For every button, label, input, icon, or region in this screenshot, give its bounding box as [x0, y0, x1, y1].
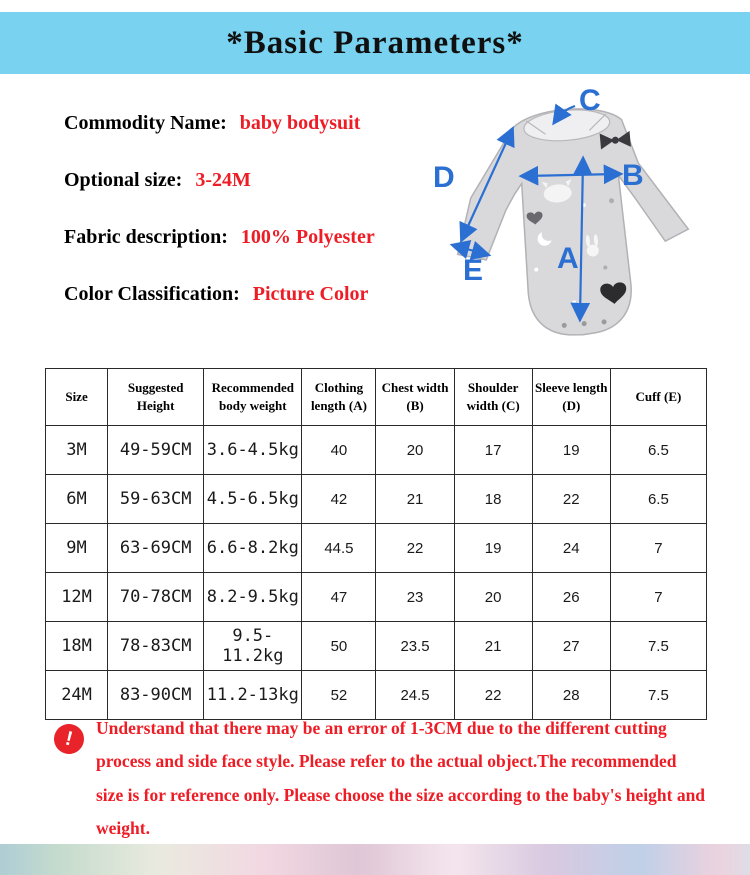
param-label: Fabric description:: [64, 226, 228, 248]
measure-label-d: D: [433, 161, 455, 194]
table-cell: 59-63CM: [108, 475, 204, 524]
parameter-list: [64, 112, 375, 306]
param-label: Color Classification:: [64, 283, 240, 305]
table-cell: 20: [376, 426, 454, 475]
table-cell: 11.2-13kg: [204, 671, 302, 720]
table-cell: 12M: [46, 573, 108, 622]
bodysuit-measurement-diagram: [425, 84, 720, 356]
table-cell: 7.5: [610, 622, 706, 671]
table-cell: 47: [302, 573, 376, 622]
table-cell: 22: [376, 524, 454, 573]
size-table: [45, 368, 707, 720]
table-cell: 7: [610, 524, 706, 573]
table-row: [46, 475, 707, 524]
table-cell: 4.5-6.5kg: [204, 475, 302, 524]
table-row: [46, 622, 707, 671]
table-cell: 20: [454, 573, 532, 622]
table-cell: 19: [454, 524, 532, 573]
param-value: 3-24M: [195, 169, 251, 191]
table-cell: 42: [302, 475, 376, 524]
table-cell: 21: [376, 475, 454, 524]
table-cell: 18M: [46, 622, 108, 671]
measure-label-a: A: [557, 242, 579, 275]
exclamation-icon: !: [51, 721, 87, 757]
table-cell: 26: [532, 573, 610, 622]
param-fabric-description: [64, 226, 375, 249]
table-cell: 27: [532, 622, 610, 671]
header-sleeve-length: Sleeve length (D): [532, 369, 610, 426]
param-optional-size: [64, 169, 375, 192]
size-notice: [46, 712, 710, 845]
table-cell: 83-90CM: [108, 671, 204, 720]
table-cell: 7.5: [610, 671, 706, 720]
param-label: Optional size:: [64, 169, 183, 191]
measure-label-e: E: [463, 254, 484, 287]
table-cell: 63-69CM: [108, 524, 204, 573]
table-cell: 8.2-9.5kg: [204, 573, 302, 622]
param-color-classification: [64, 283, 375, 306]
param-value: Picture Color: [252, 283, 369, 305]
table-cell: 78-83CM: [108, 622, 204, 671]
table-row: [46, 426, 707, 475]
table-cell: 6.5: [610, 475, 706, 524]
table-cell: 52: [302, 671, 376, 720]
notice-text: Understand that there may be an error of 1-3CM due to the different cutting process and side face style. Please refer to the actual object.The recommended size is for reference only. Please choose the size according to the baby's height and weight.: [96, 718, 706, 838]
param-value: 100% Polyester: [240, 226, 375, 248]
table-cell: 24.5: [376, 671, 454, 720]
table-cell: 49-59CM: [108, 426, 204, 475]
header-clothing-length: Clothing length (A): [302, 369, 376, 426]
table-row: [46, 573, 707, 622]
table-cell: 50: [302, 622, 376, 671]
size-table-section: [45, 368, 707, 720]
table-cell: 3M: [46, 426, 108, 475]
header-shoulder-width: Shoulder width (C): [454, 369, 532, 426]
table-cell: 3.6-4.5kg: [204, 426, 302, 475]
table-row: [46, 524, 707, 573]
header-size: Size: [46, 369, 108, 426]
table-cell: 24: [532, 524, 610, 573]
header-suggested-height: Suggested Height: [108, 369, 204, 426]
table-cell: 6.5: [610, 426, 706, 475]
page-title: *Basic Parameters*: [226, 24, 524, 61]
bodysuit-image: [425, 84, 720, 356]
measure-label-c: C: [579, 84, 601, 117]
banner: [0, 12, 750, 74]
header-chest-width: Chest width (B): [376, 369, 454, 426]
param-value: baby bodysuit: [239, 112, 361, 134]
param-commodity-name: [64, 112, 375, 135]
table-cell: 70-78CM: [108, 573, 204, 622]
table-cell: 18: [454, 475, 532, 524]
table-cell: 21: [454, 622, 532, 671]
table-cell: 17: [454, 426, 532, 475]
measure-label-b: B: [622, 159, 644, 192]
bottom-image-strip: [0, 844, 750, 875]
table-header-row: [46, 369, 707, 426]
bodysuit-graphic: [446, 100, 697, 345]
table-cell: 23.5: [376, 622, 454, 671]
table-cell: 44.5: [302, 524, 376, 573]
table-cell: 24M: [46, 671, 108, 720]
header-recommended-weight: Recommended body weight: [204, 369, 302, 426]
table-cell: 23: [376, 573, 454, 622]
table-cell: 28: [532, 671, 610, 720]
table-cell: 19: [532, 426, 610, 475]
table-cell: 40: [302, 426, 376, 475]
table-cell: 6.6-8.2kg: [204, 524, 302, 573]
table-cell: 22: [454, 671, 532, 720]
table-cell: 22: [532, 475, 610, 524]
table-cell: 7: [610, 573, 706, 622]
table-cell: 9.5-11.2kg: [204, 622, 302, 671]
param-label: Commodity Name:: [64, 112, 227, 134]
table-cell: 9M: [46, 524, 108, 573]
header-cuff: Cuff (E): [610, 369, 706, 426]
table-cell: 6M: [46, 475, 108, 524]
bottom-gradient: [0, 844, 750, 875]
